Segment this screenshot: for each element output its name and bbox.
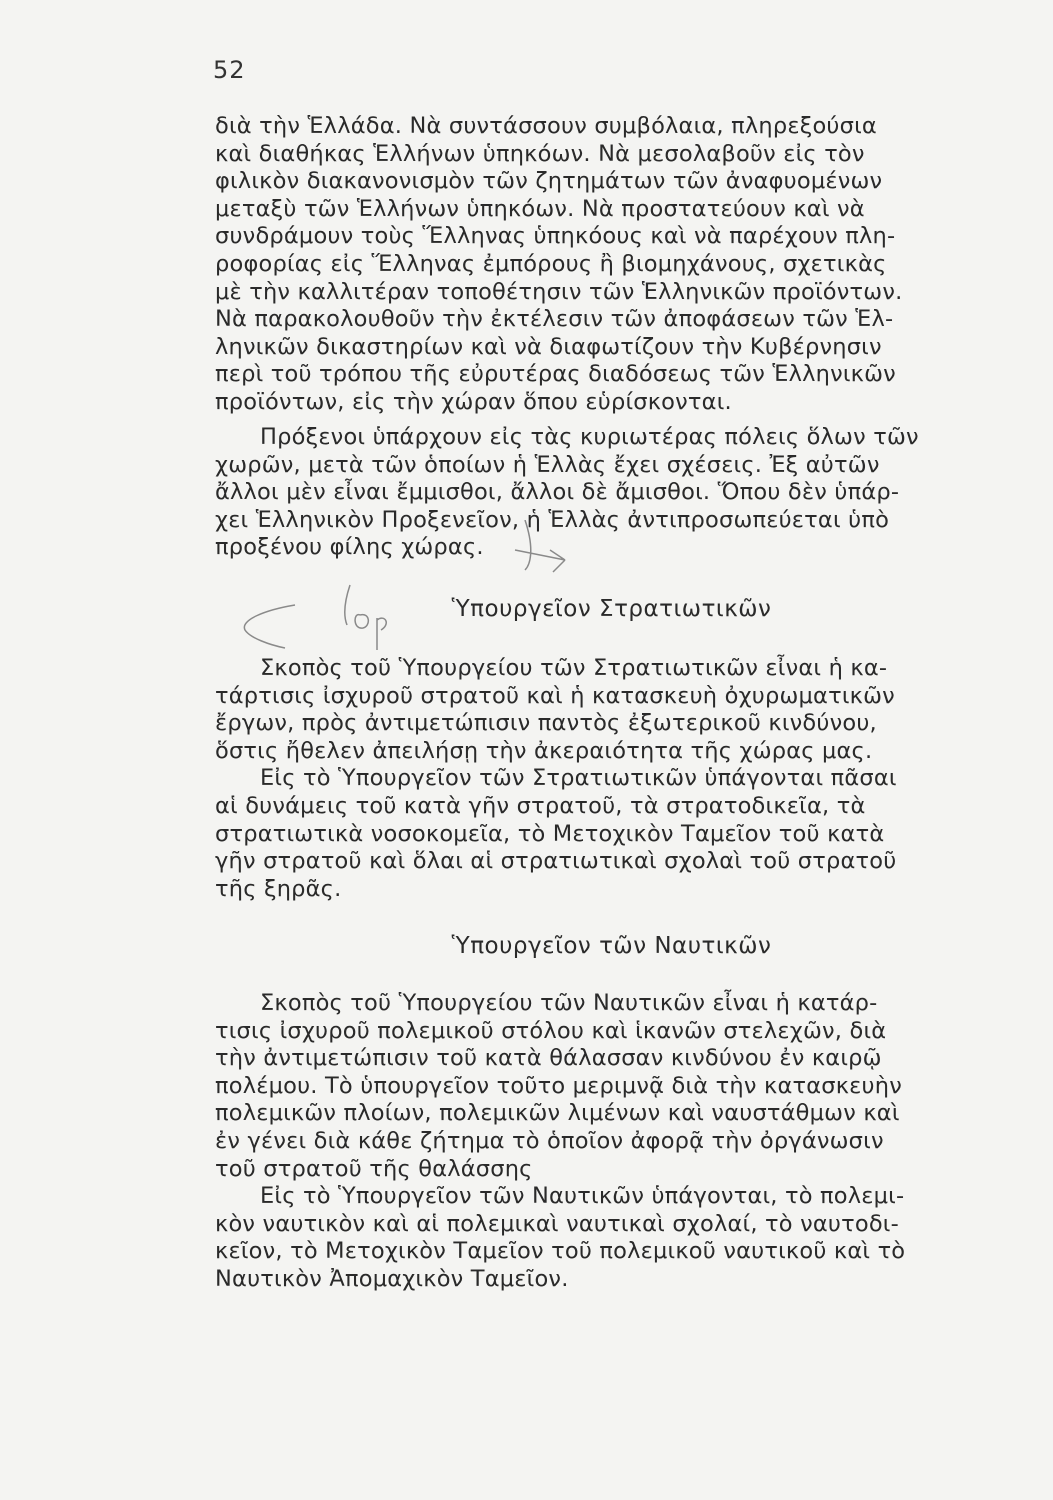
pencil-annotation bbox=[225, 520, 605, 660]
text-line: χωρῶν, μετὰ τῶν ὁποίων ἡ Ἑλλὰς ἔχει σχέσεις. Ἐξ αὐτῶν bbox=[215, 451, 880, 478]
text-line: τῆς ξηρᾶς. bbox=[215, 875, 342, 902]
text-line: τὴν ἀντιμετώπισιν τοῦ κατὰ θάλασσαν κινδύνου ἐν καιρῷ bbox=[215, 1045, 882, 1072]
text-line: τισις ἰσχυροῦ πολεμικοῦ στόλου καὶ ἱκανῶν στελεχῶν, διὰ bbox=[215, 1017, 887, 1044]
text-line: ἔργων, πρὸς ἀντιμετώπισιν παντὸς ἐξωτερικοῦ κινδύνου, bbox=[215, 710, 877, 737]
text-line: διὰ τὴν Ἑλλάδα. Νὰ συντάσσουν συμβόλαια, πληρεξούσια bbox=[215, 113, 877, 139]
text-line: προϊόντων, εἰς τὴν χώραν ὅπου εὑρίσκονται. bbox=[215, 388, 732, 415]
text-line: καὶ διαθήκας Ἑλλήνων ὑπηκόων. Νὰ μεσολαβοῦν εἰς τὸν bbox=[215, 140, 865, 167]
text-line: κὸν ναυτικὸν καὶ αἱ πολεμικαὶ ναυτικαὶ σχολαί, τὸ ναυτοδι- bbox=[215, 1210, 899, 1237]
text-line: πολέμου. Τὸ ὑπουργεῖον τοῦτο μεριμνᾷ διὰ τὴν κατασκευὴν bbox=[215, 1072, 902, 1099]
text-line: μεταξὺ τῶν Ἑλλήνων ὑπηκόων. Νὰ προστατεύουν καὶ νὰ bbox=[215, 195, 865, 222]
text-line: Σκοπὸς τοῦ Ὑπουργείου τῶν Στρατιωτικῶν εἶναι ἡ κα- bbox=[260, 655, 888, 681]
section-heading-naval: Ὑπουργεῖον τῶν Ναυτικῶν bbox=[451, 933, 772, 959]
text-line: χει Ἑλληνικὸν Προξενεῖον, ἡ Ἑλλὰς ἀντιπροσωπεύεται ὑπὸ bbox=[215, 506, 890, 533]
text-line: περὶ τοῦ τρόπου τῆς εὐρυτέρας διαδόσεως τῶν Ἑλληνικῶν bbox=[215, 361, 896, 388]
text-line: τάρτισις ἰσχυροῦ στρατοῦ καὶ ἡ κατασκευὴ ὀχυρωματικῶν bbox=[215, 682, 895, 709]
text-line: Εἰς τὸ Ὑπουργεῖον τῶν Ναυτικῶν ὑπάγονται, τὸ πολεμι- bbox=[260, 1183, 905, 1210]
text-line: στρατιωτικὰ νοσοκομεῖα, τὸ Μετοχικὸν Ταμεῖον τοῦ κατὰ bbox=[215, 820, 885, 847]
page-number: 52 bbox=[213, 56, 246, 84]
text-line: ροφορίας εἰς Ἕλληνας ἐμπόρους ἢ βιομηχάνους, σχετικὰς bbox=[215, 250, 887, 277]
section-heading-military: Ὑπουργεῖον Στρατιωτικῶν bbox=[451, 596, 772, 622]
text-line: γῆν στρατοῦ καὶ ὅλαι αἱ στρατιωτικαὶ σχολαὶ τοῦ στρατοῦ bbox=[215, 848, 897, 875]
text-line: ἄλλοι μὲν εἶναι ἔμμισθοι, ἄλλοι δὲ ἄμισθοι. Ὅπου δὲν ὑπάρ- bbox=[215, 479, 900, 506]
text-line: ἐν γένει διὰ κάθε ζήτημα τὸ ὁποῖον ἀφορᾷ τὴν ὀργάνωσιν bbox=[215, 1127, 884, 1154]
text-line: Σκοπὸς τοῦ Ὑπουργείου τῶν Ναυτικῶν εἶναι ἡ κατάρ- bbox=[260, 990, 878, 1016]
text-line: ὅστις ἤθελεν ἀπειλήσῃ τὴν ἀκεραιότητα τῆς χώρας μας. bbox=[215, 737, 873, 764]
text-line: προξένου φίλης χώρας. bbox=[215, 534, 484, 561]
section-military-text bbox=[215, 655, 897, 903]
text-line: Πρόξενοι ὑπάρχουν εἰς τὰς κυριωτέρας πόλεις ὅλων τῶν bbox=[260, 424, 919, 450]
text-line: Ναυτικὸν Ἀπομαχικὸν Ταμεῖον. bbox=[215, 1265, 569, 1292]
text-line: κεῖον, τὸ Μετοχικὸν Ταμεῖον τοῦ πολεμικοῦ ναυτικοῦ καὶ τὸ bbox=[215, 1238, 906, 1265]
text-line: αἱ δυνάμεις τοῦ κατὰ γῆν στρατοῦ, τὰ στρατοδικεῖα, τὰ bbox=[215, 792, 866, 819]
text-line: Εἰς τὸ Ὑπουργεῖον τῶν Στρατιωτικῶν ὑπάγονται πᾶσαι bbox=[260, 765, 897, 792]
text-line: Νὰ παρακολουθοῦν τὴν ἐκτέλεσιν τῶν ἀποφάσεων τῶν Ἑλ- bbox=[215, 306, 894, 333]
section-naval-text bbox=[215, 990, 906, 1294]
text-line: φιλικὸν διακανονισμὸν τῶν ζητημάτων τῶν ἀναφυομένων bbox=[215, 168, 883, 195]
paragraph-consular-duties bbox=[215, 113, 903, 417]
text-line: μὲ τὴν καλλιτέραν τοποθέτησιν τῶν Ἑλληνικῶν προϊόντων. bbox=[215, 278, 903, 305]
text-line: συνδράμουν τοὺς Ἕλληνας ὑπηκόους καὶ νὰ παρέχουν πλη- bbox=[215, 223, 896, 250]
text-line: ληνικῶν δικαστηρίων καὶ νὰ διαφωτίζουν τὴν Κυβέρνησιν bbox=[215, 333, 882, 360]
text-line: τοῦ στρατοῦ τῆς θαλάσσης bbox=[215, 1155, 533, 1182]
text-line: πολεμικῶν πλοίων, πολεμικῶν λιμένων καὶ ναυστάθμων καὶ bbox=[215, 1100, 900, 1127]
